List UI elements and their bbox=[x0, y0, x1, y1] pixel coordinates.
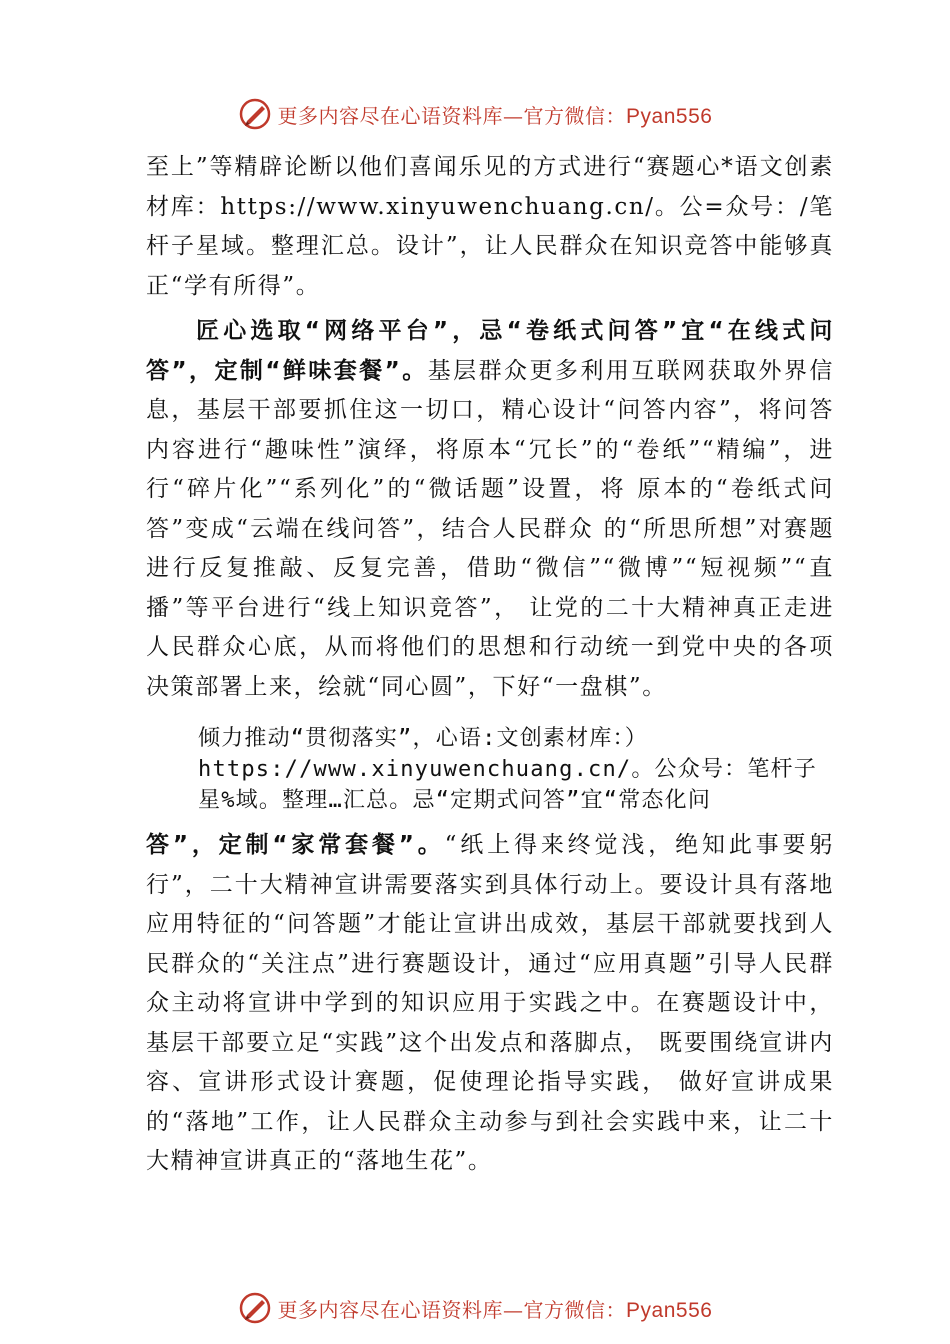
header-wechat-id: Pyan556 bbox=[626, 104, 713, 128]
paragraph-3-body: “纸上得来终觉浅，绝知此事要躬行”，二十大精神宣讲需要落实到具体行动上。要设计具有落地应用特征的“问答题”才能让宣讲出成效，基层干部就要找到人民群众的“关注点”进行赛题设计，通过“应用真题”引导人民群众主动将宣讲中学到的知识应用于实践之中。在赛题设计中，基层干部要立足“实践”这个出发点和落脚点， 既要围绕宣讲内容、宣讲形式设计赛题，促使理论指导实践， 做好宣讲成果的“落地”工作，让人民群众主动参与到社会实践中来，让二十大精神宣讲真正的“落地生花”。 bbox=[146, 832, 834, 1174]
paragraph-1: 至上”等精辟论断以他们喜闻乐见的方式进行“赛题心*语文创素材库：https://www.xinyuwenchuang.cn/。公=众号：/笔杆子星域。整理汇总。设计”，让人民群众在知识竞答中能够真正“学有所得”。 bbox=[146, 154, 834, 299]
footer-banner bbox=[0, 1288, 950, 1328]
footer-wechat-id: Pyan556 bbox=[626, 1298, 713, 1322]
footer-banner-label: 更多内容尽在心语资料库—官方微信： bbox=[277, 1297, 627, 1322]
header-banner bbox=[0, 94, 950, 134]
paragraph-2 bbox=[146, 312, 834, 707]
paragraph-3 bbox=[146, 826, 834, 1182]
watermark-insert-text: 倾力推动“贯彻落实”，心语:文创素材库：）https://www.xinyuwenchuang.cn/。公众号：笔杆子星%域。整理…汇总。忌“定期式问答”宜“常态化问 bbox=[198, 726, 817, 813]
paragraph-3-heading: 答”，定制“家常套餐”。 bbox=[146, 832, 445, 858]
paragraph-2-body: 基层群众更多利用互联网获取外界信息，基层干部要抓住这一切口，精心设计“问答内容”，将问答内容进行“趣味性”演绎，将原本“冗长”的“卷纸”“精编”，进行“碎片化”“系列化”的“微话题”设置，将 原本的“卷纸式问答”变成“云端在线问答”，结合人民群众 的“所思所想”对赛题进行反复推敲、反复完善，借助“微信”“微博”“短视频”“直播”等平台进行“线上知识竞答”， 让党的二十大精神真正走进人民群众心底，从而将他们的思想和行动统一到党中央的各项决策部署上来，绘就“同心圆”，下好“一盘棋”。 bbox=[146, 357, 834, 700]
document-body bbox=[146, 148, 834, 1182]
header-banner-text bbox=[278, 100, 713, 129]
xinyu-logo-icon bbox=[238, 1291, 272, 1325]
header-banner-label: 更多内容尽在心语资料库—官方微信： bbox=[277, 103, 627, 128]
footer-banner-text bbox=[278, 1294, 713, 1323]
paragraph-2-heading: 匠心选取“网络平台”，忌“卷纸式问答”宜“在线式问答”，定制“鲜味套餐”。 bbox=[146, 318, 834, 384]
xinyu-logo-icon bbox=[238, 97, 272, 131]
